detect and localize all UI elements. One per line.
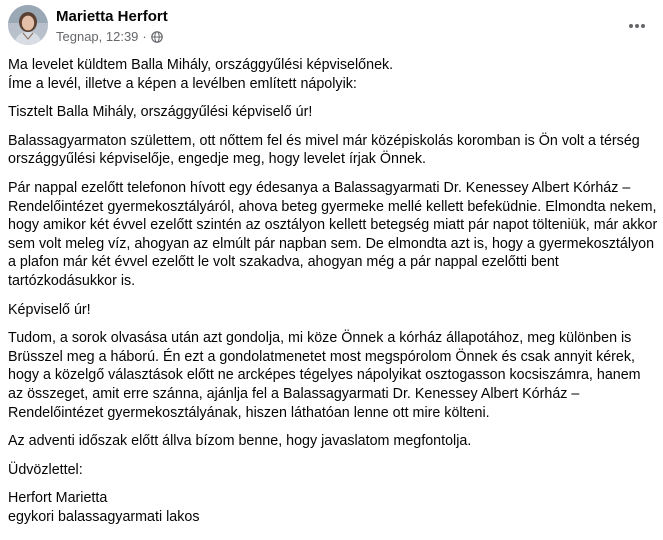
post-timestamp[interactable]: Tegnap, 12:39 xyxy=(56,29,139,44)
post-paragraph: Ma levelet küldtem Balla Mihály, országgyűlési képviselőnek. Íme a levél, illetve a képen a levélben említett nápolyik: xyxy=(8,57,394,92)
avatar[interactable] xyxy=(8,5,48,45)
globe-icon[interactable] xyxy=(151,31,163,43)
post-paragraph: Képviselő úr! xyxy=(8,301,91,318)
post-paragraph: Balassagyarmaton születtem, ott nőttem fel és mivel már középiskolás koromban is Ön volt a térség országgyűlési képviselője, engedje meg, hogy levelet írjak Önnek. xyxy=(8,132,640,168)
post-body xyxy=(8,56,658,536)
post-paragraph: Herfort Marietta egykori balassagyarmati lakos xyxy=(8,490,200,525)
more-options-icon[interactable] xyxy=(623,12,651,40)
author-name[interactable]: Marietta Herfort xyxy=(56,8,168,25)
post-meta xyxy=(56,29,163,44)
post-paragraph: Tudom, a sorok olvasása után azt gondolja, mi köze Önnek a kórház állapotához, meg különben is Brüsszel meg a háború. Én ezt a gondolatmenetet most megspórolom Önnek és csak annyit kérek, hogy a közelgő választások előtt ne arcképes tégelyes nápolyikat osztogasson kocsiszámra, hanem az összeget, amit erre szánna, ajánlja fel a Balassagyarmati Dr. Kenessey Albert Kórház – Rendelőintézet gyermekosztályának, hiszen láthatóan lenne ott mire költeni. xyxy=(8,330,641,421)
meta-separator: · xyxy=(142,29,147,44)
post-header xyxy=(8,4,655,48)
post-paragraph: Pár nappal ezelőtt telefonon hívott egy édesanya a Balassagyarmati Dr. Kenessey Albert Kórház – Rendelőintézet gyermekosztályáról, ahova beteg gyermeke mellé kellett befeküdnie. Elmondta nekem, hogy amikor két évvel ezelőtt szintén az osztályon kellett betegség miatt pár napot tölteniük, már akkor sem volt meleg víz, ahogyan az elmúlt pár napban sem. De elmondta azt is, hogy a gyermekosztályon a plafon már két évvel ezelőtt le volt szakadva, ahogyan még a pár nappal ezelőtti bent tartózkodásukkor is. xyxy=(8,179,658,289)
post-paragraph: Az adventi időszak előtt állva bízom benne, hogy javaslatom megfontolja. xyxy=(8,433,472,450)
post-paragraph: Tisztelt Balla Mihály, országgyűlési képviselő úr! xyxy=(8,104,313,121)
avatar-image xyxy=(8,5,48,45)
post-paragraph: Üdvözlettel: xyxy=(8,461,83,478)
